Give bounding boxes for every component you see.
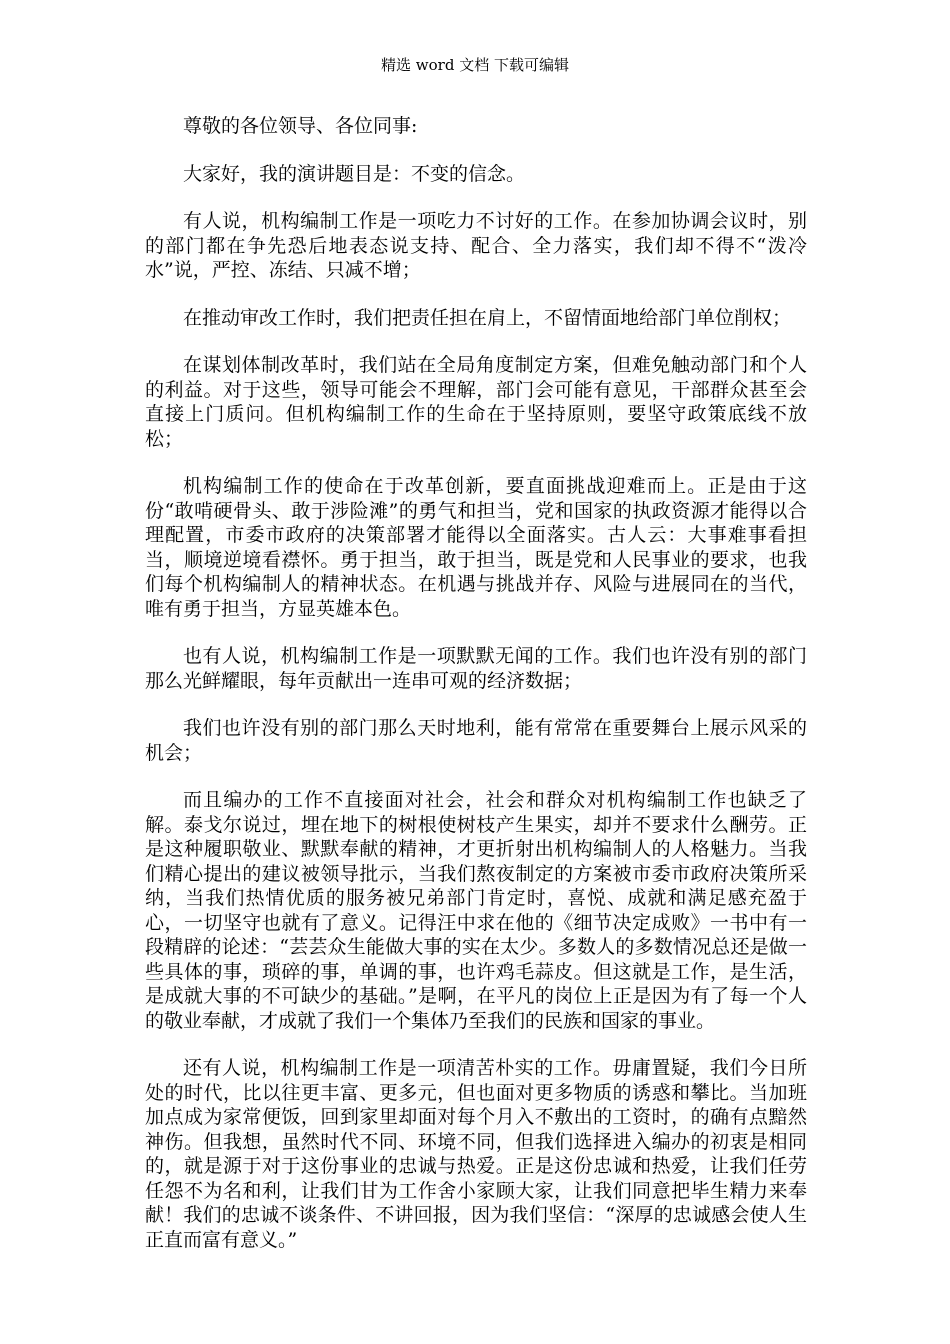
paragraph: 也有人说，机构编制工作是一项默默无闻的工作。我们也许没有别的部门那么光鲜耀眼，每年贡献出一连串可观的经济数据； <box>145 645 807 692</box>
salutation: 尊敬的各位领导、各位同事: <box>183 115 418 137</box>
paragraph: 在推动审改工作时，我们把责任担在肩上，不留情面地给部门单位削权； <box>183 306 792 329</box>
paragraph: 在谋划体制改革时，我们站在全局角度制定方案，但难免触动部门和个人的利益。对于这些，领导可能会不理解，部门会可能有意见，干部群众甚至会直接上门质问。但机构编制工作的生命在于坚持原则，要坚守政策底线不放松； <box>145 354 807 450</box>
speech-title-line: 大家好，我的演讲题目是：不变的信念。 <box>183 162 526 185</box>
page-header: 精选 word 文档 下载可编辑 <box>381 56 569 74</box>
paragraph: 还有人说，机构编制工作是一项清苦朴实的工作。毋庸置疑，我们今日所处的时代，比以往更丰富、更多元，但也面对更多物质的诱惑和攀比。当加班加点成为家常便饭，回到家里却面对每个月入不敷出的工资时，的确有点黯然神伤。但我想，虽然时代不同、环境不同，但我们选择进入编办的初衷是相同的，就是源于对于这份事业的忠诚与热爱。正是这份忠诚和热爱，让我们任劳任怨不为名和利，让我们甘为工作舍小家顾大家，让我们同意把毕生精力来奉献！我们的忠诚不谈条件、不讲回报，因为我们坚信：“深厚的忠诚感会使人生正直而富有意义。” <box>145 1057 807 1251</box>
paragraph: 机构编制工作的使命在于改革创新，要直面挑战迎难而上。正是由于这份“敢啃硬骨头、敢于涉险滩”的勇气和担当，党和国家的执政资源才能得以合理配置，市委市政府的决策部署才能得以全面落实。古人云：大事难事看担当，顺境逆境看襟怀。勇于担当，敢于担当，既是党和人民事业的要求，也我们每个机构编制人的精神状态。在机遇与挑战并存、风险与进展同在的当代，唯有勇于担当，方显英雄本色。 <box>145 475 807 620</box>
paragraph: 我们也许没有别的部门那么天时地利，能有常常在重要舞台上展示风采的机会； <box>145 717 807 764</box>
paragraph: 而且编办的工作不直接面对社会，社会和群众对机构编制工作也缺乏了解。泰戈尔说过，埋在地下的树根使树枝产生果实，却并不要求什么酬劳。正是这种履职敬业、默默奉献的精神，才更折射出机构编制人的人格魅力。当我们精心提出的建议被领导批示，当我们熬夜制定的方案被市委市政府决策所采纳，当我们热情优质的服务被兄弟部门肯定时，喜悦、成就和满足感充盈于心，一切坚守也就有了意义。记得汪中求在他的《细节决定成败》一书中有一段精辟的论述：“芸芸众生能做大事的实在太少。多数人的多数情况总还是做一些具体的事，琐碎的事，单调的事，也许鸡毛蒜皮。但这就是工作，是生活，是成就大事的不可缺少的基础。”是啊，在平凡的岗位上正是因为有了每一个人的敬业奉献，才成就了我们一个集体乃至我们的民族和国家的事业。 <box>145 789 807 1032</box>
paragraph: 有人说，机构编制工作是一项吃力不讨好的工作。在参加协调会议时，别的部门都在争先恐后地表态说支持、配合、全力落实，我们却不得不“泼冷水”说，严控、冻结、只减不增； <box>145 210 807 281</box>
document-body <box>145 114 807 1275</box>
